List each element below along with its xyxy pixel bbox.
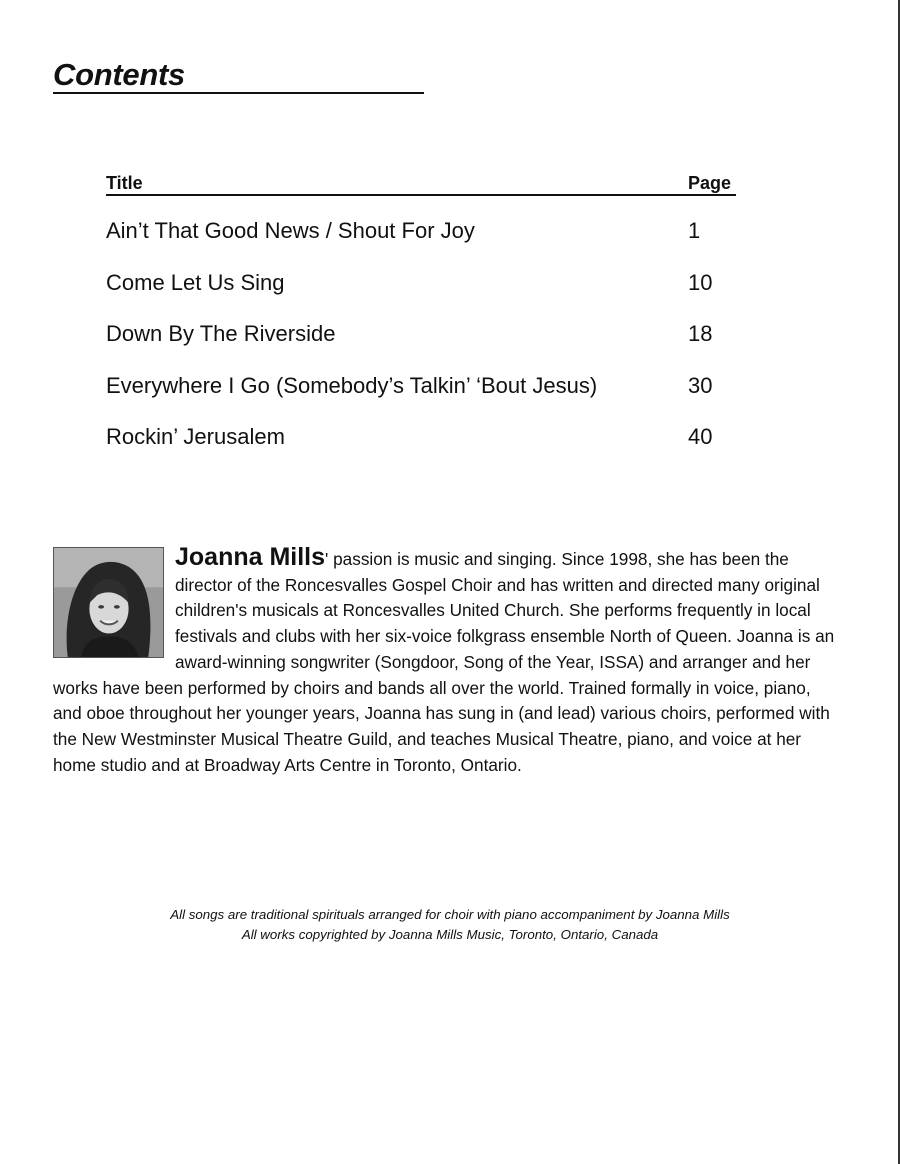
contents-heading-text: Contents <box>53 57 185 92</box>
contents-heading <box>53 56 424 94</box>
toc-entry-title: Come Let Us Sing <box>106 269 285 295</box>
toc-column-title: Title <box>106 173 143 193</box>
toc-entry <box>106 351 736 403</box>
toc-entry <box>106 196 736 248</box>
toc-entry-page: 30 <box>688 372 713 398</box>
toc-entry-title: Rockin’ Jerusalem <box>106 424 285 449</box>
table-of-contents <box>106 171 736 454</box>
toc-entry <box>106 402 736 454</box>
toc-entry-title: Down By The Riverside <box>106 321 336 346</box>
toc-entry-page: 1 <box>688 218 701 243</box>
toc-column-page: Page <box>688 173 732 193</box>
author-bio-text: ' passion is music and singing. Since 1998, she has been the director of the Roncesvalles Gospel Choir and has written and directed many original children's musicals at Roncesvalles United Church. She performs frequently in local festivals and clubs with her six-voice folkgrass ensemble North of Queen. Joanna is an award-winning songwriter (Songdoor, Song of the Year, ISSA) and arranger and her works have been performed by choirs and bands all over the world. Trained formally in voice, piano, and oboe throughout her younger years, Joanna has sung in (and lead) various choirs, performed with the New Westminster Musical Theatre Guild, and teaches Musical Theatre, piano, and voice at her home studio and at Broadway Arts Centre in Toronto, Ontario. <box>53 549 835 775</box>
author-bio <box>53 545 843 778</box>
toc-entry-page: 18 <box>688 321 713 346</box>
footer-line-arrangement: All songs are traditional spirituals arranged for choir with piano accompaniment by Joanna Mills <box>170 907 730 922</box>
author-photo <box>53 547 164 658</box>
toc-entry <box>106 299 736 351</box>
toc-header <box>106 171 736 196</box>
author-name: Joanna Mills <box>175 543 326 571</box>
toc-entry-page: 10 <box>688 269 713 295</box>
toc-entry-title: Ain’t That Good News / Shout For Joy <box>106 218 475 243</box>
toc-entry-title: Everywhere I Go (Somebody’s Talkin’ ‘Bout Jesus) <box>106 372 598 398</box>
toc-entry <box>106 248 736 300</box>
footer-line-copyright: All works copyrighted by Joanna Mills Music, Toronto, Ontario, Canada <box>241 927 659 942</box>
toc-entry-page: 40 <box>688 424 713 449</box>
copyright-footer <box>0 905 900 945</box>
